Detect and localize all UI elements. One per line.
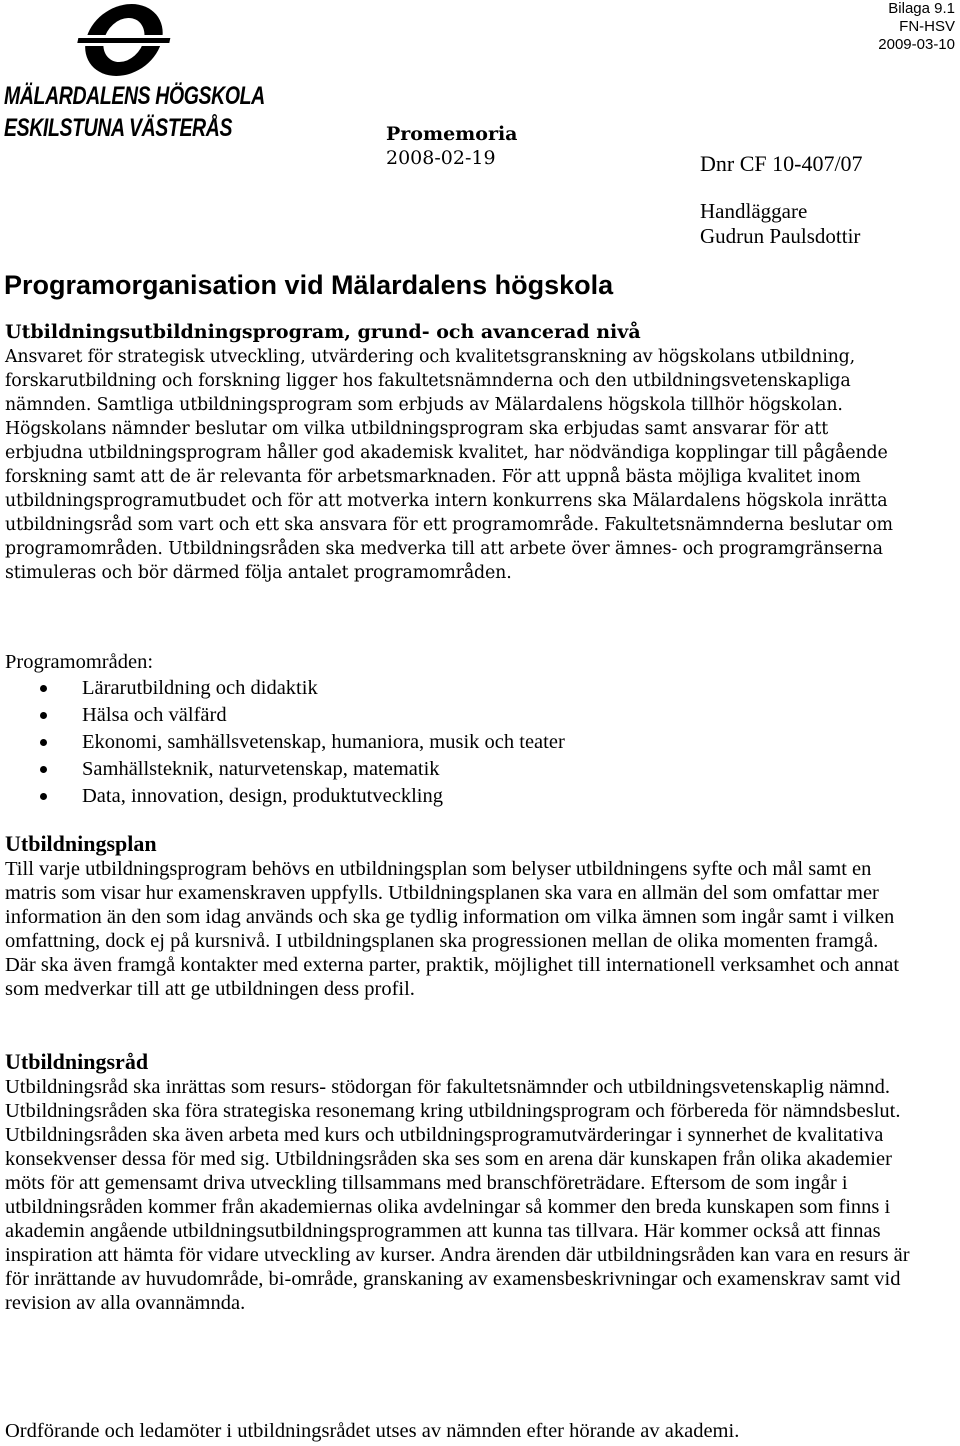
list-item-text: Data, innovation, design, produktutveckling: [82, 785, 443, 807]
bullet-icon: [40, 766, 47, 773]
list-item: [40, 675, 565, 702]
bullet-icon: [40, 739, 47, 746]
university-name-line2: ESKILSTUNA VÄSTERÅS: [4, 114, 233, 142]
section-text-plan: Till varje utbildningsprogram behövs en utbildningsplan som belyser utbildningens syfte och mål samt en matris som visar hur examenskraven uppfylls. Utbildningsplanen ska vara en allmän del som omfattar mer information än den som idag används och ska ge tydlig information om vilka ämnen som ingår samt i vilken omfattning, dock ej på kursnivå. I utbildningsplanen ska progressionen mellan de olika momenten framgå. Där ska även framgå kontakter med externa parter, praktik, möjlighet till internationell verksamhet och annat som medverkar till att ge utbildningen dess profil.: [5, 858, 900, 1000]
attachment-date: 2009-03-10: [878, 36, 955, 53]
attachment-info: [878, 0, 955, 54]
list-item: [40, 729, 565, 756]
closing-paragraph: Ordförande och ledamöter i utbildningsrådet utses av nämnden efter hörande av akademi.: [5, 1420, 740, 1442]
section-text-programs: Ansvaret för strategisk utveckling, utvärdering och kvalitetsgranskning av högskolans utbildning, forskarutbildning och forskning ligger hos fakultetsnämnderna och den utbildningsvetenskapliga nämnden. Samtliga utbildningsprogram som erbjuds av Mälardalens högskola tillhör högskolan. Högskolans nämnder beslutar om vilka utbildningsprogram ska erbjudas samt ansvarar för att erbjudna utbildningsprogram håller god akademisk kvalitet, har nödvändiga kopplingar till pågående forskning samt att de är relevanta för arbetsmarknaden. För att uppnå bästa möjliga kvalitet inom utbildningsprogramutbudet och för att motverka intern konkurrens ska Mälardalens högskola inrätta utbildningsråd som vart och ett ska ansvara för ett programområde. Fakultetsnämnderna beslutar om programområden. Utbildningsråden ska medverka till att arbete över ämnes- och programgränserna stimuleras och bör därmed följa antalet programområden.: [5, 347, 893, 583]
section-heading-programs: Utbildningsutbildningsprogram, grund- och avancerad nivå: [5, 321, 641, 343]
handler-info: [700, 199, 860, 249]
registration-number: Dnr CF 10-407/07: [700, 151, 863, 176]
memo-type: Promemoria: [386, 123, 518, 145]
list-item-text: Lärarutbildning och didaktik: [82, 677, 318, 699]
list-item-text: Hälsa och välfärd: [82, 704, 227, 726]
list-item: [40, 756, 565, 783]
program-areas-label: Programområden:: [5, 651, 154, 673]
department-label: FN-HSV: [899, 18, 955, 35]
bullet-icon: [40, 685, 47, 692]
attachment-label: Bilaga 9.1: [888, 0, 955, 17]
list-item: [40, 783, 565, 810]
memo-date: 2008-02-19: [386, 147, 496, 169]
list-item-text: Ekonomi, samhällsvetenskap, humaniora, musik och teater: [82, 731, 565, 753]
bullet-icon: [40, 793, 47, 800]
section-text-council: Utbildningsråd ska inrättas som resurs- stödorgan för fakultetsnämnder och utbildningsvetenskaplig nämnd. Utbildningsråden ska föra strategiska resonemang kring utbildningsprogram och förbereda för nämndsbeslut. Utbildningsråden ska även arbeta med kurs och utbildningsprogramutvärderingar i synnerhet de kvalitativa konsekvenser dessa för med sig. Utbildningsråden ska ses som en arena där kunskapen från olika akademier möts för att gemensamt driva utveckling tillsammans med branschföreträdare. Eftersom de som ingår i utbildningsråden kommer från akademiernas olika avdelningar så kommer den breda kunskapen som finns i akademin angående utbildningsutbildningsprogrammen att kunna tas tillvara. Här kommer också att finnas inspiration att hämta för vidare utveckling av kurser. Andra ärenden där utbildningsråden kan vara en resurs är för inrättande av huvudområde, bi-område, granskaning av examensbeskrivningar och examenskrav samt vid revision av alla ovannämnda.: [5, 1076, 910, 1314]
page-title: Programorganisation vid Mälardalens högskola: [4, 270, 614, 300]
section-heading-plan: Utbildningsplan: [5, 831, 157, 856]
university-logo: [60, 2, 190, 82]
handler-name: Gudrun Paulsdottir: [700, 224, 861, 248]
bullet-icon: [40, 712, 47, 719]
list-item: [40, 702, 565, 729]
program-areas-list: [40, 675, 565, 810]
section-heading-council: Utbildningsråd: [5, 1049, 149, 1074]
handler-label: Handläggare: [700, 199, 808, 223]
list-item-text: Samhällsteknik, naturvetenskap, matematik: [82, 758, 440, 780]
university-name-line1: MÄLARDALENS HÖGSKOLA: [4, 82, 265, 110]
